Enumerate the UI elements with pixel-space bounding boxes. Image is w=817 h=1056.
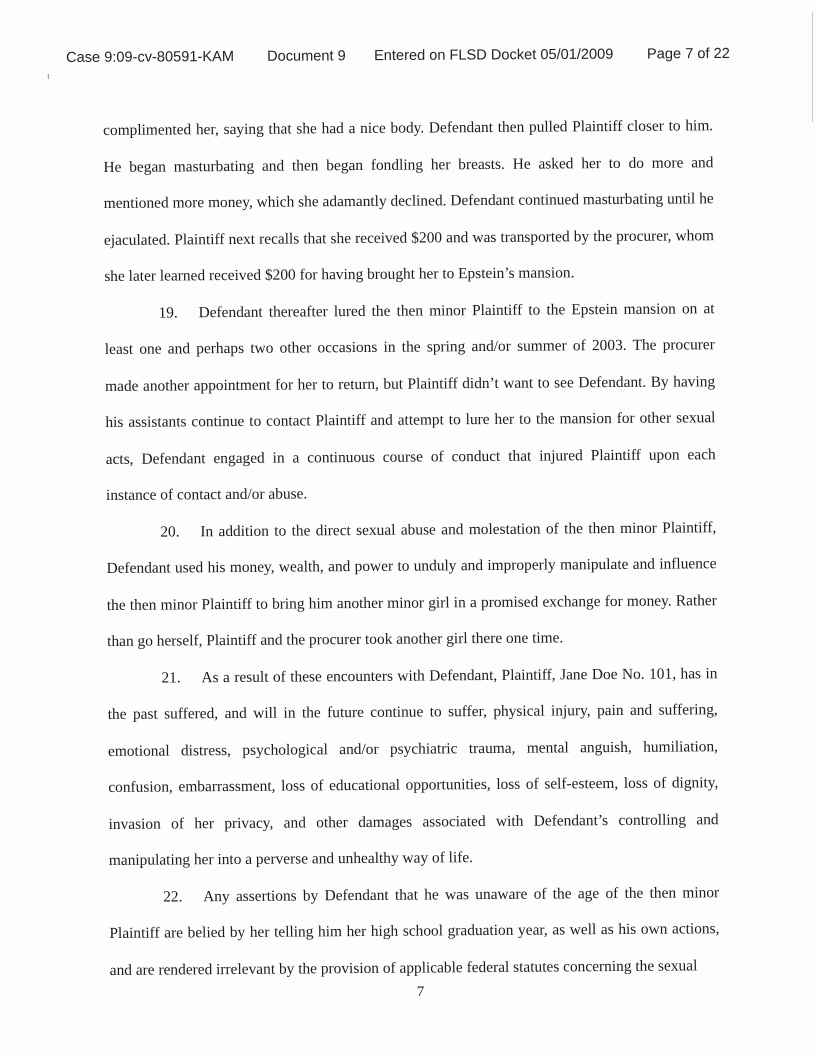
- scan-mark: ı: [47, 72, 50, 82]
- document-number: Document 9: [266, 48, 346, 65]
- paragraph-number: 21.: [161, 668, 181, 687]
- numbered-paragraph-19: [104, 291, 716, 515]
- numbered-paragraph-20: [106, 510, 717, 661]
- scan-edge-line: [812, 12, 813, 122]
- paragraph-text: Any assertions by Defendant that he was unaware of the age of the then minor Plaintiff are belied by her telling him her high school graduation year, as well as his own actions, and are rendered irrelevant by the provision of applicable federal statutes concerning the sexual: [109, 883, 720, 979]
- paragraph-number: 19.: [158, 303, 178, 322]
- paragraph-number: 20.: [160, 522, 180, 541]
- page-count: Page 7 of 22: [646, 45, 730, 63]
- paragraph-text: Defendant thereafter lured the then minor Plaintiff to the Epstein mansion on at least one and perhaps two other occasions in the spring and/or summer of 2003. The procurer made another appointment for her to return, but Plaintiff didn’t want to see Defendant. By having his assistants continue to contact Plaintiff and attempt to lure her to the mansion for other sexual acts, Defendant engaged in a continuous course of conduct that injured Plaintiff upon each instance of contact and/or abuse.: [104, 299, 716, 504]
- continued-paragraph: complimented her, saying that she had a nice body. Defendant then pulled Plaintiff closer to him. He began masturbating and then began fondling her breasts. He asked her to do more and mentioned more money, which she adamantly declined. Defendant continued masturbating until he ejaculated. Plaintiff next recalls that she received $200 and was transported by the procurer, whom she later learned received $200 for having brought her to Epstein’s mansion.: [103, 117, 715, 285]
- paragraph-text: In addition to the direct sexual abuse and molestation of the then minor Plaintiff, Defendant used his money, wealth, and power to unduly and improperly manipulate and influence the then minor Plaintiff to bring him another minor girl in a promised exchange for money. Rather than go herself, Plaintiff and the procurer took another girl there one time.: [106, 518, 717, 650]
- case-number: Case 9:09-cv-80591-KAM: [66, 48, 235, 66]
- numbered-paragraph-22: [109, 875, 720, 989]
- document-body: [103, 108, 720, 989]
- paragraph-number: 22.: [163, 887, 183, 906]
- numbered-paragraph-21: [107, 656, 719, 880]
- court-filing-header: [66, 46, 766, 74]
- docket-entry-date: Entered on FLSD Docket 05/01/2009: [373, 46, 614, 65]
- paragraph-text: As a result of these encounters with Defendant, Plaintiff, Jane Doe No. 101, has in the past suffered, and will in the future continue to suffer, physical injury, pain and suffering, emotional distress, psychological and/or psychiatric trauma, mental anguish, humiliation, confusion, embarrassment, loss of educational opportunities, loss of self-esteem, loss of dignity, invasion of her privacy, and other damages associated with Defendant’s controlling and manipulating her into a perverse and unhealthy way of life.: [107, 664, 719, 869]
- page-number: 7: [416, 984, 425, 1000]
